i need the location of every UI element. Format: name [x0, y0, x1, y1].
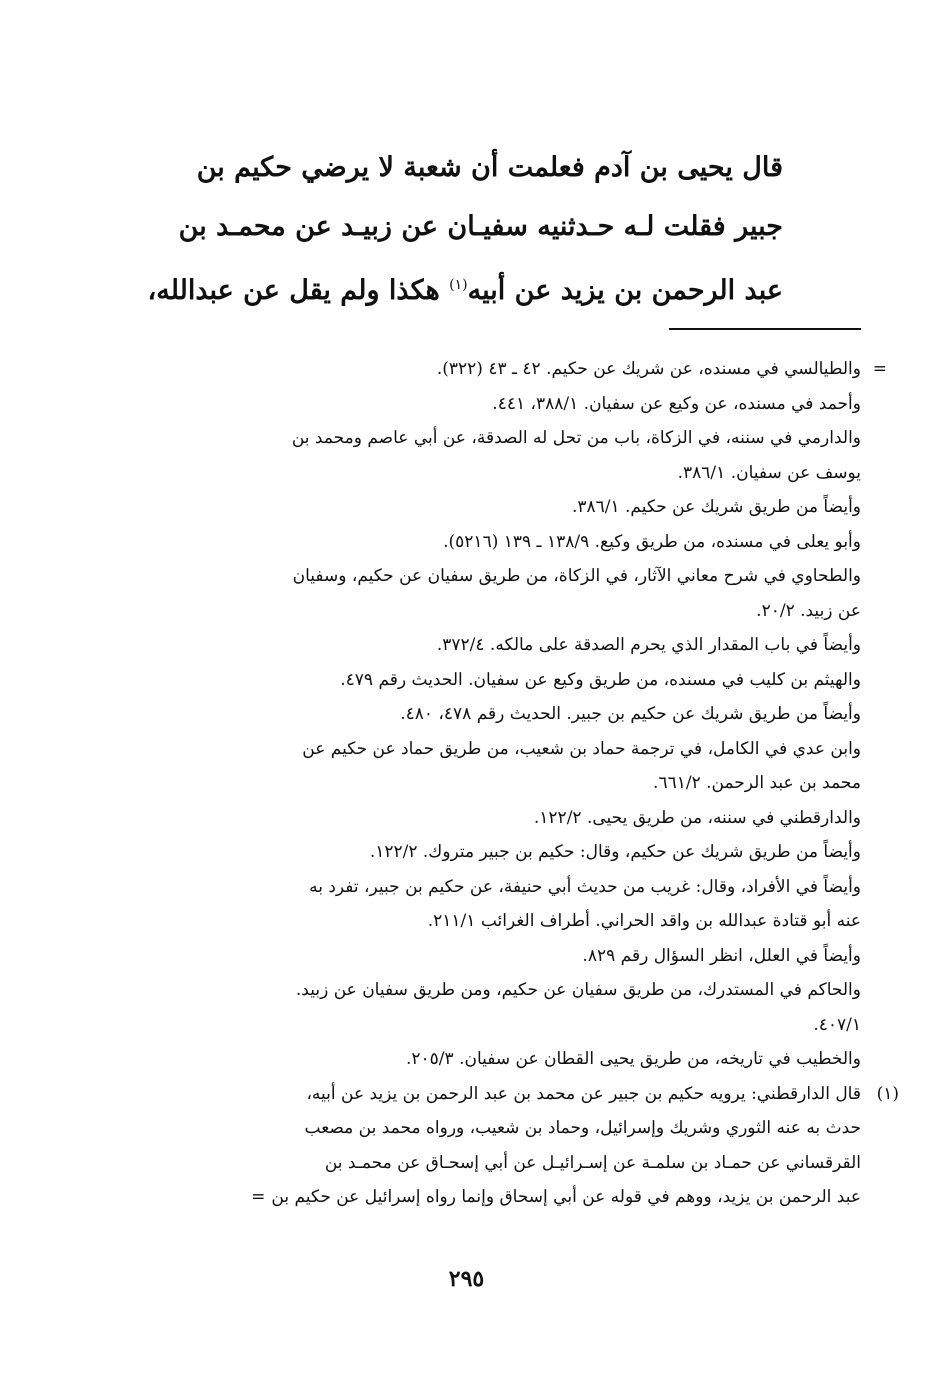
footnote-line: والدارقطني في سننه، من طريق يحيى. ١٢٢/٢. [533, 807, 861, 828]
footnote-line: وأيضاً من طريق شريك عن حكيم، وقال: حكيم بن جبير متروك. ١٢٢/٢. [369, 842, 861, 862]
footnote-1-line: حدث به عنه الثوري وشريك وإسرائيل، وحماد بن شعيب، ورواه محمد بن مصعب [304, 1118, 861, 1138]
footnote-line: عن زبيد. ٢٠/٢. [756, 600, 861, 621]
footnote-separator [669, 328, 861, 330]
footnote-line: والحاكم في المستدرك، من طريق سفيان عن حكيم، ومن طريق سفيان عن زبيد. [295, 980, 861, 1000]
footnotes-block [155, 352, 899, 1215]
footnote-1-line: القرقساني عن حمـاد بن سلمـة عن إسـرائيـل عن أبي إسحـاق عن محمـد بن [324, 1152, 861, 1173]
footnote-line: والهيثم بن كليب في مسنده، من طريق وكيع عن سفيان. الحديث رقم ٤٧٩. [340, 669, 861, 690]
footnote-line: والدارمي في سننه، في الزكاة، باب من تحل له الصدقة، عن أبي عاصم ومحمد بن [291, 428, 861, 448]
footnote-line: عنه أبو قتادة عبدالله بن واقد الحراني. أطراف الغرائب ٢١١/١. [427, 911, 861, 931]
footnote-line: وأيضاً في العلل، انظر السؤال رقم ٨٢٩. [582, 945, 861, 966]
footnote-line: والطحاوي في شرح معاني الآثار، في الزكاة، من طريق سفيان عن حكيم، وسفيان [292, 566, 861, 586]
footnote-reference-1: (١) [449, 277, 468, 293]
main-text-line-2: جبير فقلت لـه حـدثنيه سفيـان عن زبيـد عن محمـد بن [178, 211, 783, 242]
footnote-line: وأبو يعلى في مسنده، من طريق وكيع. ١٣٨/٩ ـ ١٣٩ (٥٢١٦). [443, 531, 861, 552]
main-text-line-1: قال يحيى بن آدم فعلمت أن شعبة لا يرضي حكيم بن [196, 152, 783, 183]
footnote-line-text: والطيالسي في مسنده، عن شريك عن حكيم. ٤٢ ـ ٤٣ (٣٢٢). [436, 359, 861, 379]
footnote-line: وأيضاً في باب المقدار الذي يحرم الصدقة على مالكه. ٣٧٢/٤. [436, 635, 861, 655]
footnote-1-text: عبد الرحمن بن يزيد، ووهم في قوله عن أبي إسحاق وإنما رواه إسرائيل عن حكيم بن [271, 1187, 861, 1207]
footnote-line: وأيضاً من طريق شريك عن حكيم بن جبير. الحديث رقم ٤٧٨، ٤٨٠. [400, 704, 861, 724]
footnote-line [155, 352, 887, 387]
footnote-1-number: (١) [876, 1083, 899, 1104]
trailing-continuation-mark: = [251, 1187, 266, 1207]
main-text-line-3-end: هكذا ولم يقل عن عبدالله، [147, 275, 450, 306]
footnote-1-text: قال الدارقطني: يرويه حكيم بن جبير عن محمد بن عبد الرحمن بن يزيد عن أبيه، [306, 1083, 861, 1104]
footnote-line: وابن عدي في الكامل، في ترجمة حماد بن شعيب، من طريق حماد عن حكيم عن [302, 738, 861, 759]
main-text-block [143, 138, 783, 320]
footnote-line: وأحمد في مسنده، عن وكيع عن سفيان. ٣٨٨/١، ٤٤١. [492, 393, 861, 414]
footnote-line: ٤٠٧/١. [813, 1014, 861, 1035]
footnote-line: والخطيب في تاريخه، من طريق يحيى القطان عن سفيان. ٢٠٥/٣. [406, 1049, 861, 1069]
footnote-line: وأيضاً في الأفراد، وقال: غريب من حديث أبي حنيفة، عن حكيم بن جبير، تفرد به [309, 876, 861, 897]
footnote-1-line [155, 1077, 899, 1112]
footnote-line: محمد بن عبد الرحمن. ٦٦١/٢. [653, 773, 861, 793]
main-text-line-3-start: عبد الرحمن بن يزيد عن أبيه [467, 275, 783, 306]
main-text-line-3 [143, 256, 783, 320]
footnote-line: وأيضاً من طريق شريك عن حكيم. ٣٨٦/١. [571, 497, 861, 517]
footnote-line: يوسف عن سفيان. ٣٨٦/١. [677, 462, 861, 483]
continuation-mark: = [872, 359, 887, 379]
page-number: ٢٩٥ [448, 1266, 485, 1292]
footnote-1-line [155, 1180, 861, 1215]
